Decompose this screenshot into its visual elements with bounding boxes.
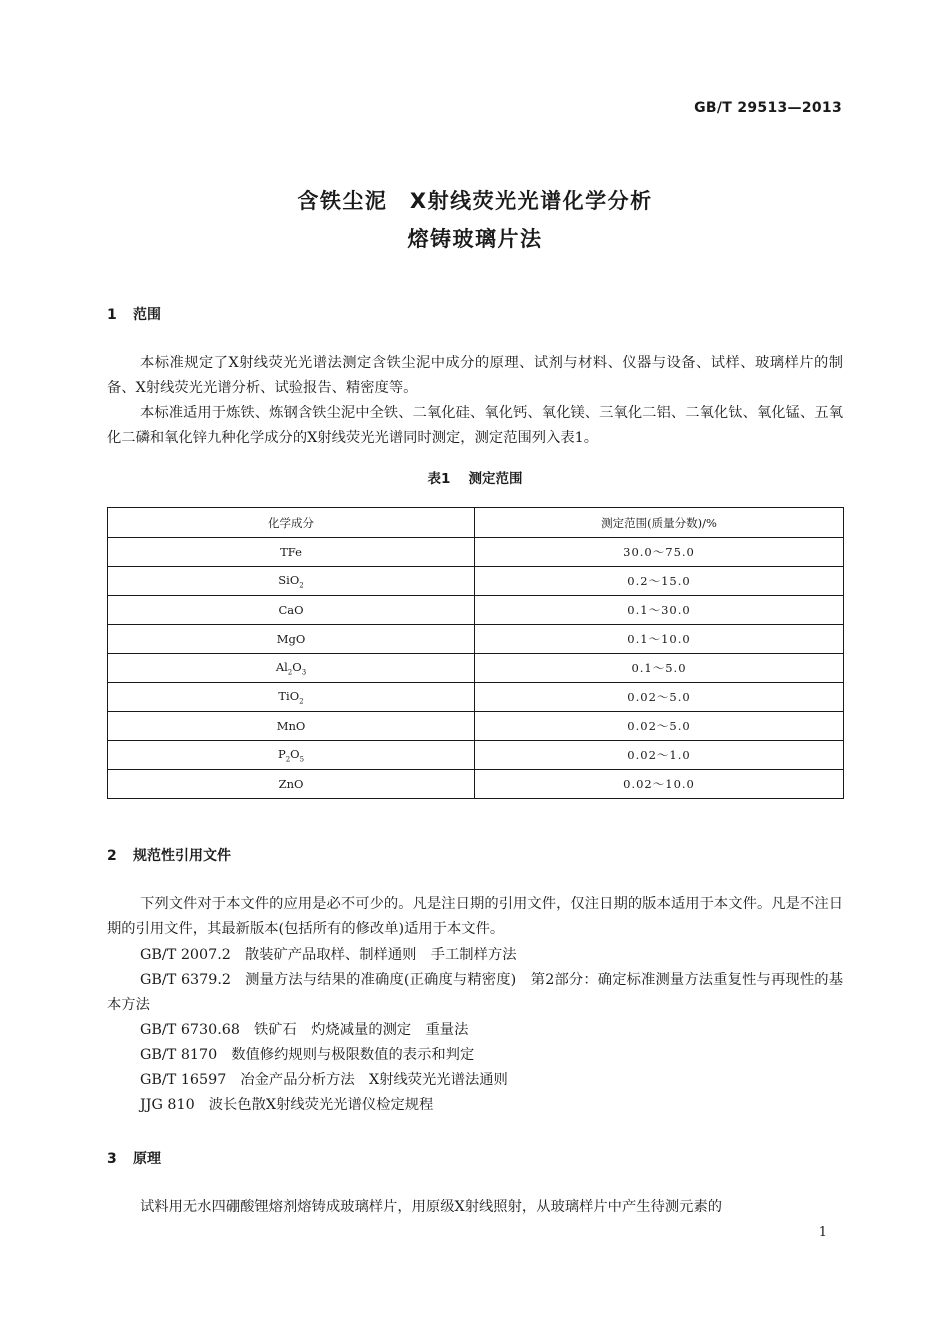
component-cell: TFe	[108, 538, 475, 567]
reference-title: 数值修约规则与极限数值的表示和判定	[231, 1047, 475, 1063]
range-cell: 0.1～10.0	[475, 625, 844, 654]
table-row	[108, 625, 844, 654]
section-3-paragraph-1: 试料用无水四硼酸锂熔剂熔铸成玻璃样片，用原级X射线照射，从玻璃样片中产生待测元素的	[140, 1199, 723, 1215]
range-cell: 30.0～75.0	[475, 538, 844, 567]
component-cell: $Al_2O_3$	[108, 654, 475, 683]
reference-item	[107, 1068, 843, 1093]
reference-title: 冶金产品分析方法 X射线荧光光谱法通则	[240, 1072, 508, 1088]
table-caption	[0, 467, 950, 487]
document-title-line1: 含铁尘泥 X射线荧光光谱化学分析	[297, 189, 653, 213]
section-2-heading	[107, 845, 231, 865]
range-cell: 0.02～5.0	[475, 712, 844, 741]
reference-item	[107, 1093, 843, 1118]
reference-code: GB/T 2007.2	[140, 947, 231, 963]
range-cell: 0.02～10.0	[475, 770, 844, 799]
reference-title: 散装矿产品取样、制样通则 手工制样方法	[244, 947, 517, 963]
component-cell: CaO	[108, 596, 475, 625]
table-row	[108, 538, 844, 567]
range-cell: 0.1～30.0	[475, 596, 844, 625]
measurement-range-table	[107, 507, 844, 799]
range-cell: 0.1～5.0	[475, 654, 844, 683]
section-number: 3	[107, 1151, 117, 1167]
section-title: 原理	[133, 1151, 161, 1167]
standard-code: GB/T 29513—2013	[694, 100, 842, 116]
reference-item	[107, 1043, 843, 1068]
range-cell: 0.02～5.0	[475, 683, 844, 712]
table-row	[108, 770, 844, 799]
table-caption-number: 表1	[427, 471, 451, 487]
reference-code: GB/T 8170	[140, 1047, 218, 1063]
section-1-paragraph-1: 本标准规定了X射线荧光光谱法测定含铁尘泥中成分的原理、试剂与材料、仪器与设备、试样、玻璃样片的制备、X射线荧光光谱分析、试验报告、精密度等。	[107, 355, 843, 396]
section-3-heading	[107, 1148, 161, 1168]
page-number: 1	[818, 1225, 827, 1240]
table-row	[108, 567, 844, 596]
reference-code: GB/T 6730.68	[140, 1022, 240, 1038]
reference-title: 波长色散X射线荧光光谱仪检定规程	[208, 1097, 434, 1113]
table-header-row	[108, 508, 844, 538]
table-caption-title: 测定范围	[468, 471, 523, 487]
table-row	[108, 712, 844, 741]
component-cell: MnO	[108, 712, 475, 741]
section-title: 范围	[133, 307, 161, 323]
reference-title: 铁矿石 灼烧减量的测定 重量法	[253, 1022, 469, 1038]
reference-item	[107, 943, 843, 968]
section-number: 1	[107, 307, 117, 323]
section-1-paragraph-2: 本标准适用于炼铁、炼钢含铁尘泥中全铁、二氧化硅、氧化钙、氧化镁、三氧化二铝、二氧化钛、氧化锰、五氧化二磷和氧化锌九种化学成分的X射线荧光光谱同时测定，测定范围列入表1。	[107, 405, 843, 446]
table-header-range: 测定范围(质量分数)/%	[475, 508, 844, 538]
reference-code: GB/T 16597	[140, 1072, 227, 1088]
range-cell: 0.2～15.0	[475, 567, 844, 596]
document-title-line2: 熔铸玻璃片法	[407, 227, 543, 251]
component-cell: MgO	[108, 625, 475, 654]
table-header-component: 化学成分	[108, 508, 475, 538]
reference-code: GB/T 6379.2	[140, 972, 231, 988]
reference-title: 测量方法与结果的准确度(正确度与精密度) 第2部分：确定标准测量方法重复性与再现性的基本方法	[107, 972, 844, 1013]
component-cell: SiO$_2$	[108, 567, 475, 596]
component-cell: $P_2O_5$	[108, 741, 475, 770]
reference-item	[107, 1018, 843, 1043]
reference-code: JJG 810	[140, 1097, 195, 1113]
table-row	[108, 741, 844, 770]
reference-item	[107, 968, 843, 1018]
table-row	[108, 654, 844, 683]
section-1-heading	[107, 304, 161, 324]
range-cell: 0.02～1.0	[475, 741, 844, 770]
table-row	[108, 683, 844, 712]
component-cell: ZnO	[108, 770, 475, 799]
component-cell: TiO$_2$	[108, 683, 475, 712]
section-2-intro: 下列文件对于本文件的应用是必不可少的。凡是注日期的引用文件，仅注日期的版本适用于本文件。凡是不注日期的引用文件，其最新版本(包括所有的修改单)适用于本文件。	[107, 896, 843, 937]
table-row	[108, 596, 844, 625]
section-title: 规范性引用文件	[133, 848, 231, 864]
section-number: 2	[107, 848, 117, 864]
